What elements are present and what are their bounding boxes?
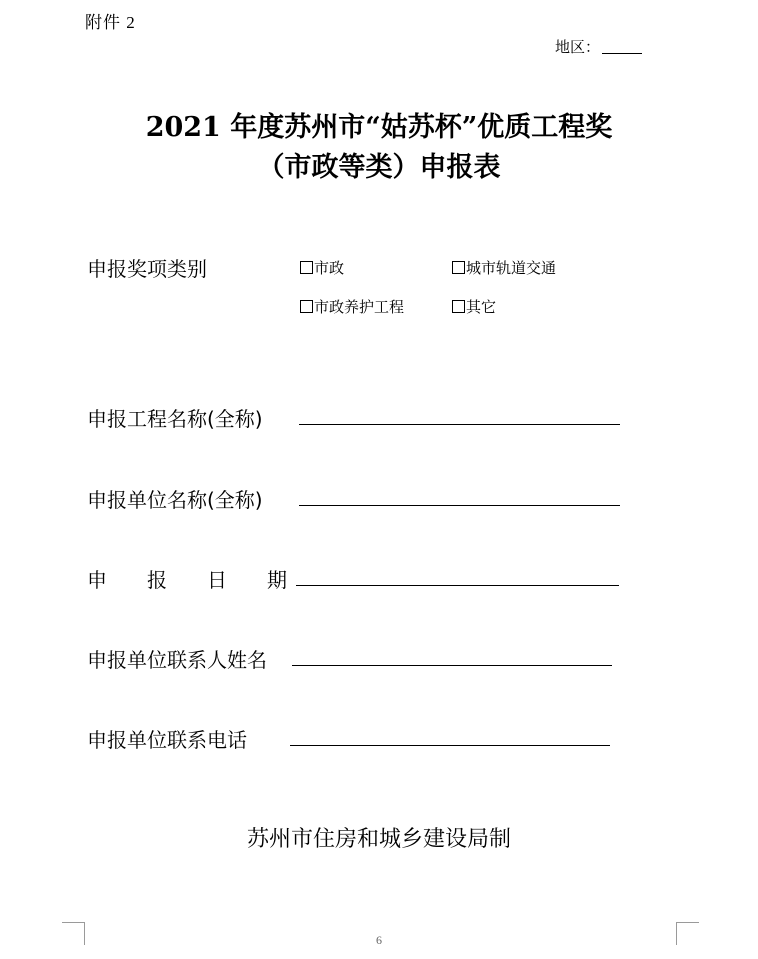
option-label: 市政 [314, 259, 345, 277]
page-number: 6 [376, 933, 382, 947]
field-label-contact-phone: 申报单位联系电话 [87, 728, 247, 752]
date-input-line[interactable] [296, 585, 619, 586]
unit-name-input-line[interactable] [299, 505, 620, 506]
option-maintenance[interactable] [300, 296, 404, 317]
option-label: 城市轨道交通 [466, 259, 557, 277]
checkbox-icon[interactable] [300, 300, 313, 313]
attachment-label: 附件 2 [85, 13, 136, 32]
field-label-unit-name: 申报单位名称(全称) [87, 488, 263, 512]
region-blank[interactable] [602, 39, 642, 54]
region-label: 地区： [555, 38, 601, 56]
contact-name-input-line[interactable] [292, 665, 612, 666]
option-municipal[interactable] [300, 257, 344, 278]
checkbox-icon[interactable] [300, 261, 313, 274]
project-name-input-line[interactable] [299, 424, 620, 425]
category-label: 申报奖项类别 [87, 257, 207, 281]
checkbox-icon[interactable] [452, 261, 465, 274]
field-label-date: 申 报 日 期 [87, 568, 287, 592]
checkbox-icon[interactable] [452, 300, 465, 313]
region-field [555, 36, 642, 57]
issuer-text: 苏州市住房和城乡建设局制 [246, 827, 511, 852]
field-label-contact-name: 申报单位联系人姓名 [87, 648, 267, 672]
contact-phone-input-line[interactable] [290, 745, 610, 746]
field-label-project-name: 申报工程名称(全称) [87, 407, 263, 431]
form-subtitle: （市政等类）申报表 [257, 152, 501, 183]
form-title: 2021 年度苏州市“姑苏杯”优质工程奖 [145, 112, 613, 143]
option-label: 市政养护工程 [314, 298, 405, 316]
option-other[interactable] [452, 296, 496, 317]
option-rail-transit[interactable] [452, 257, 556, 278]
option-label: 其它 [466, 298, 497, 316]
